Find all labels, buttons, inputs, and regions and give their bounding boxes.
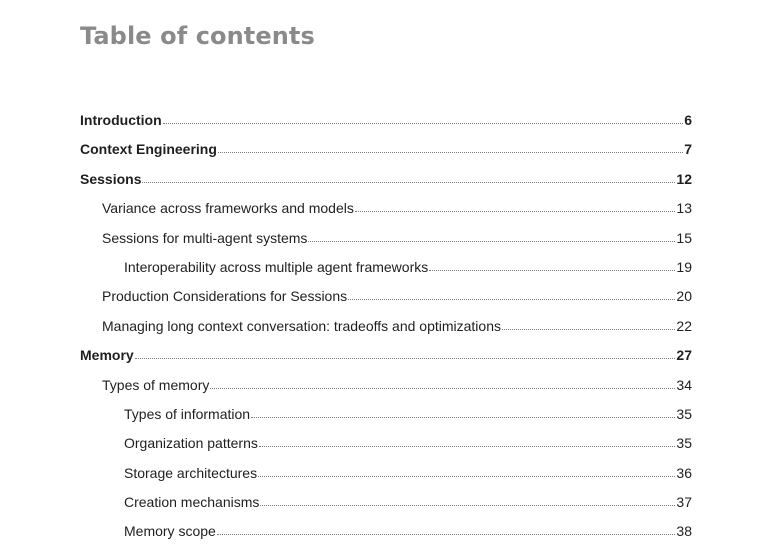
toc-entry-sessions[interactable] xyxy=(80,165,692,194)
dot-leader xyxy=(210,388,675,389)
toc-entry-label[interactable]: Types of memory xyxy=(102,376,210,393)
dot-leader xyxy=(258,476,675,477)
dot-leader xyxy=(259,446,676,447)
toc-entry-label[interactable]: Storage architectures xyxy=(124,464,258,481)
toc-page-number[interactable]: 12 xyxy=(676,170,692,187)
toc-page-number[interactable]: 20 xyxy=(676,288,692,305)
toc-page-number[interactable]: 34 xyxy=(676,376,692,393)
toc-entry-variance-across-frameworks[interactable] xyxy=(80,194,692,223)
toc-entry-sessions-multi-agent[interactable] xyxy=(80,224,692,253)
toc-page-number[interactable]: 19 xyxy=(676,258,692,275)
toc-entry-types-of-memory[interactable] xyxy=(80,371,692,400)
toc-page-number[interactable]: 22 xyxy=(676,317,692,334)
toc-entry-label[interactable]: Variance across frameworks and models xyxy=(102,200,354,217)
toc-page-number[interactable]: 36 xyxy=(676,464,692,481)
dot-leader xyxy=(142,182,675,183)
toc-page-number[interactable]: 13 xyxy=(676,200,692,217)
dot-leader xyxy=(251,417,675,418)
toc-entry-label[interactable]: Types of information xyxy=(124,405,251,422)
toc-entry-managing-long-context[interactable] xyxy=(80,312,692,341)
toc-entry-label[interactable]: Production Considerations for Sessions xyxy=(102,288,348,305)
toc-entry-memory[interactable] xyxy=(80,341,692,370)
toc-entry-label[interactable]: Memory xyxy=(80,347,134,364)
toc-entry-storage-architectures[interactable] xyxy=(80,459,692,488)
toc-entry-creation-mechanisms[interactable] xyxy=(80,488,692,517)
toc-entry-label[interactable]: Sessions for multi-agent systems xyxy=(102,229,308,246)
dot-leader xyxy=(163,123,684,124)
toc-entry-introduction[interactable] xyxy=(80,106,692,135)
toc-page-number[interactable]: 38 xyxy=(676,523,692,540)
toc-page-number[interactable]: 7 xyxy=(684,141,692,158)
dot-leader xyxy=(218,152,683,153)
toc-entry-context-engineering[interactable] xyxy=(80,135,692,164)
page-title: Table of contents xyxy=(80,22,315,50)
dot-leader xyxy=(135,358,676,359)
toc-entry-label[interactable]: Organization patterns xyxy=(124,435,258,452)
toc-entry-interoperability[interactable] xyxy=(80,253,692,282)
toc-entry-label[interactable]: Interoperability across multiple agent frameworks xyxy=(124,258,429,275)
dot-leader xyxy=(308,241,675,242)
toc-entry-label[interactable]: Introduction xyxy=(80,112,162,128)
toc-entry-organization-patterns[interactable] xyxy=(80,429,692,458)
toc-page-number[interactable]: 35 xyxy=(676,435,692,452)
toc-page-number[interactable]: 27 xyxy=(676,347,692,364)
toc-entry-label[interactable]: Context Engineering xyxy=(80,141,217,158)
toc-page-number[interactable]: 15 xyxy=(676,229,692,246)
toc-page-number[interactable]: 6 xyxy=(684,112,692,128)
dot-leader xyxy=(429,270,675,271)
dot-leader xyxy=(502,329,675,330)
dot-leader xyxy=(217,534,676,535)
toc-entry-production-considerations[interactable] xyxy=(80,282,692,311)
toc-page-number[interactable]: 35 xyxy=(676,405,692,422)
dot-leader xyxy=(260,505,675,506)
toc-page-number[interactable]: 37 xyxy=(676,494,692,511)
toc-entry-memory-scope[interactable] xyxy=(80,517,692,546)
toc-entry-label[interactable]: Managing long context conversation: tradeoffs and optimizations xyxy=(102,317,501,334)
toc-entry-label[interactable]: Sessions xyxy=(80,170,142,187)
toc-entry-label[interactable]: Memory scope xyxy=(124,523,216,540)
dot-leader xyxy=(348,299,675,300)
toc-entry-types-of-information[interactable] xyxy=(80,400,692,429)
toc-entry-label[interactable]: Creation mechanisms xyxy=(124,494,260,511)
dot-leader xyxy=(355,211,676,212)
table-of-contents xyxy=(80,106,692,547)
